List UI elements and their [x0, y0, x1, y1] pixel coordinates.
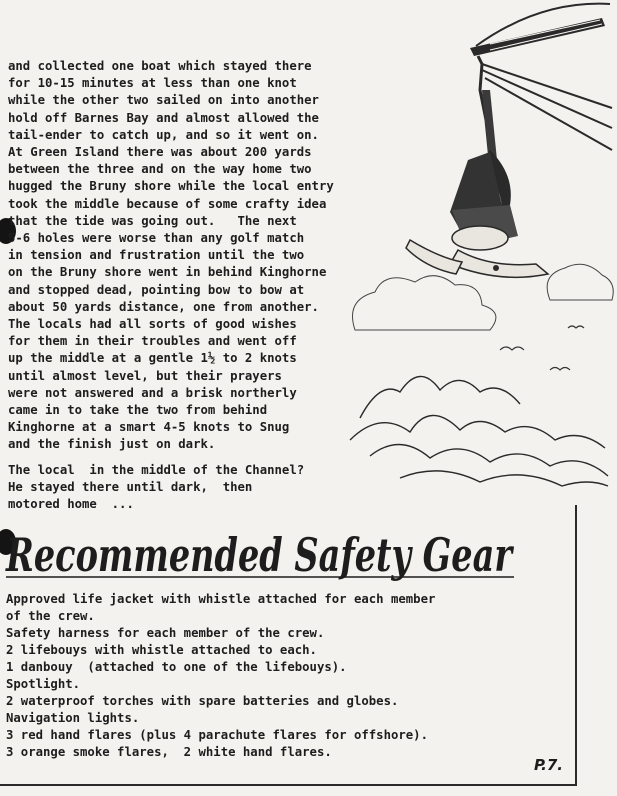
article-line: tail-ender to catch up, and so it went on.	[8, 127, 319, 142]
article-text	[8, 58, 403, 513]
hanging-sailor-figure	[406, 90, 548, 277]
gear-item: Approved life jacket with whistle attached for each member	[6, 592, 436, 606]
article-line: were not answered and a brisk northerly	[8, 385, 297, 400]
article-line: came in to take the two from behind	[8, 403, 268, 418]
gear-item: 2 waterproof torches with spare batteries and globes.	[6, 694, 399, 708]
safety-gear-list	[6, 591, 571, 761]
article-paragraph-1	[8, 58, 403, 454]
gear-item: Spotlight.	[6, 677, 81, 691]
article-line: The locals had all sorts of good wishes	[8, 317, 297, 332]
article-line: and stopped dead, pointing bow to bow at	[8, 282, 305, 297]
article-line: 5-6 holes were worse than any golf match	[8, 231, 305, 246]
gear-item: 2 lifebouys with whistle attached to each.	[6, 643, 317, 657]
gear-item: 1 danbouy (attached to one of the lifebouys).	[6, 660, 347, 674]
article-line: up the middle at a gentle 1½ to 2 knots	[8, 351, 297, 366]
safety-gear-section	[0, 505, 577, 786]
article-line: At Green Island there was about 200 yards	[8, 145, 312, 160]
article-line: took the middle because of some crafty idea	[8, 196, 327, 211]
article-line: hold off Barnes Bay and almost allowed the	[8, 110, 319, 125]
article-line: between the three and on the way home two	[8, 162, 312, 177]
safety-heading: Recommended Safety Gear	[4, 528, 515, 582]
gear-item: 3 red hand flares (plus 4 parachute flares for offshore).	[6, 728, 428, 742]
article-line: He stayed there until dark, then	[8, 479, 253, 494]
article-line: on the Bruny shore went in behind Kinghorne	[8, 265, 327, 280]
article-line: for 10-15 minutes at less than one knot	[8, 76, 297, 91]
article-line: for them in their troubles and went off	[8, 334, 297, 349]
article-line: hugged the Bruny shore while the local entry	[8, 179, 334, 194]
gear-item: 3 orange smoke flares, 2 white hand flares.	[6, 745, 332, 759]
safety-heading-lettering	[2, 515, 517, 595]
gear-item: Safety harness for each member of the crew.	[6, 626, 325, 640]
article-line: The local in the middle of the Channel?	[8, 462, 305, 477]
article-line: and the finish just on dark.	[8, 437, 216, 452]
article-line: and collected one boat which stayed there	[8, 59, 312, 73]
article-line: until almost level, but their prayers	[8, 368, 282, 383]
article-line: that the tide was going out. The next	[8, 213, 297, 228]
gear-item: Navigation lights.	[6, 711, 140, 725]
article-line: motored home ...	[8, 497, 134, 512]
article-line: Kinghorne at a smart 4-5 knots to Snug	[8, 420, 290, 435]
article-line: while the other two sailed on into another	[8, 93, 319, 108]
seagull-drawings	[500, 326, 584, 370]
article-line: about 50 yards distance, one from another.	[8, 299, 319, 314]
gear-item: of the crew.	[6, 609, 95, 623]
article-line: in tension and frustration until the two	[8, 248, 305, 263]
page-number: P.7.	[534, 756, 563, 774]
